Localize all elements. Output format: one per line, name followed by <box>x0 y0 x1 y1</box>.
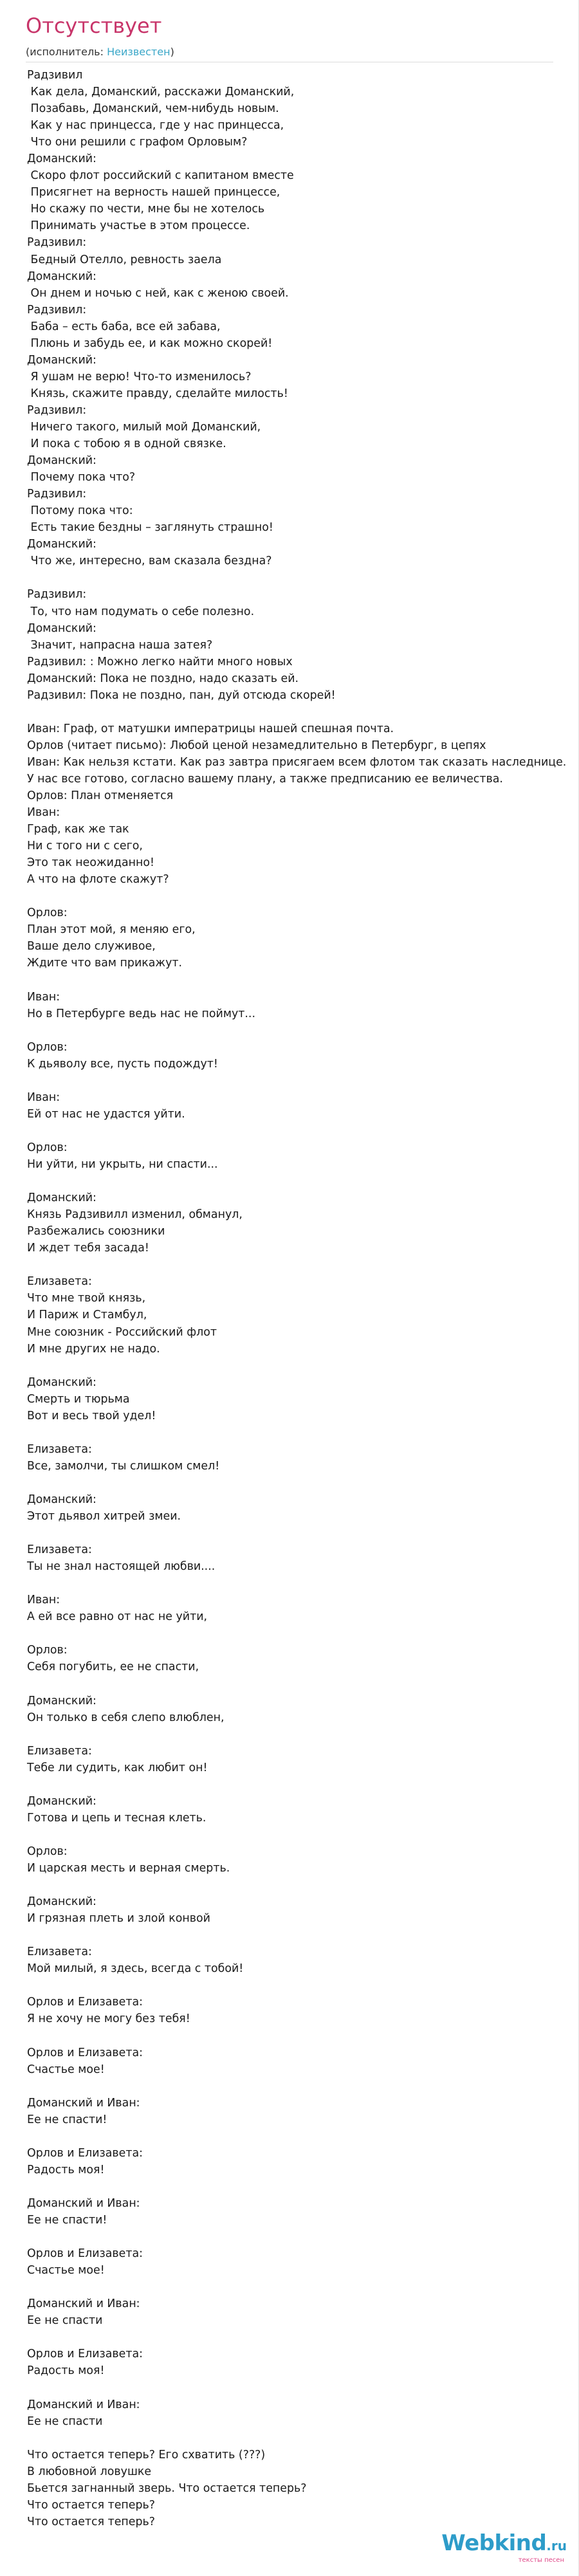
artist-suffix: ) <box>170 46 174 58</box>
lyrics-text: Радзивил Как дела, Доманский, расскажи Доманский, Позабавь, Доманский, чем-нибудь новым. Как у нас принцесса, где у нас принцесса, Что они решили с графом Орловым? Доманский: Скоро флот российский с капитаном вместе Присягнет на верность нашей принцессе, Но скажу по чести, мне бы не хотелось Принимать участье в этом процессе. Радзивил: Бедный Отелло, ревность заела Доманский: Он днем и ночью с ней, как с женою своей. Радзивил: Баба – есть баба, все ей забава, Плюнь и забудь ее, и как можно скорей! Доманский: Я ушам не верю! Что-то изменилось? Князь, скажите правду, сделайте милость! Радзивил: Ничего такого, милый мой Доманский, И пока с тобою я в одной связке. Доманский: Почему пока что? Радзивил: Потому пока что: Есть такие бездны – заглянуть страшно! Доманский: Что же, интересно, вам сказала бездна? Радзивил: То, что нам подумать о себе полезно. Доманский: Значит, напрасна наша затея? Радзивил: : Можно легко найти много новых Доманский: Пока не поздно, надо сказать ей. Радзивил: Пока не поздно, пан, дуй отсюда скорей! Иван: Граф, от матушки императрицы нашей спешная почта. Орлов (читает письмо): Любой ценой незамедлительно в Петербург, в цепях Иван: Как нельзя кстати. Как раз завтра присягаем всем флотом так сказать наследнице. У нас все готово, согласно вашему плану, а также предписанию ее величества. Орлов: План отменяется Иван: Граф, как же так Ни с того ни с сего, Это так неожиданно! А что на флоте скажут? Орлов: План этот мой, я меняю его, Ваше дело служивое, Ждите что вам прикажут. Иван: Но в Петербурге ведь нас не поймут... Орлов: К дьяволу все, пусть подождут! Иван: Ей от нас не удастся уйти. Орлов: Ни уйти, ни укрыть, ни спасти... Доманский: Князь Радзивилл изменил, обманул, Разбежались союзники И ждет тебя засада! Елизавета: Что мне твой князь, И Париж и Стамбул, Мне союзник - Российский флот И мне других не надо. Доманский: Смерть и тюрьма Вот и весь твой удел! Елизавета: Все, замолчи, ты слишком смел! Доманский: Этот дьявол хитрей змеи. Елизавета: Ты не знал настоящей любви.... Иван: А ей все равно от нас не уйти, Орлов: Себя погубить, ее не спасти, Доманский: Он только в себя слепо влюблен, Елизавета: Тебе ли судить, как любит он! Доманский: Готова и цепь и тесная клеть. Орлов: И царская месть и верная смерть. Доманский: И грязная плеть и злой конвой Елизавета: Мой милый, я здесь, всегда с тобой! Орлов и Елизавета: Я не хочу не могу без тебя! Орлов и Елизавета: Счастье мое! Доманский и Иван: Ее не спасти! Орлов и Елизавета: Радость моя! Доманский и Иван: Ее не спасти! Орлов и Елизавета: Счастье мое! Доманский и Иван: Ее не спасти Орлов и Елизавета: Радость моя! Доманский и Иван: Ее не спасти Что остается теперь? Его схватить (???) В любовной ловушке Бьется загнанный зверь. Что остается теперь? Что остается теперь? Что остается теперь? <box>27 69 567 2528</box>
brand-tld: .ru <box>546 2538 567 2553</box>
artist-prefix: (исполнитель: <box>26 46 107 58</box>
artist-line <box>26 45 174 59</box>
brand-name: Webkind <box>441 2530 547 2556</box>
brand-tagline: тексты песен <box>518 2557 564 2564</box>
brand-logo[interactable] <box>441 2531 567 2564</box>
artist-link[interactable]: Неизвестен <box>107 46 170 58</box>
song-title: Отсутствует <box>26 14 162 38</box>
